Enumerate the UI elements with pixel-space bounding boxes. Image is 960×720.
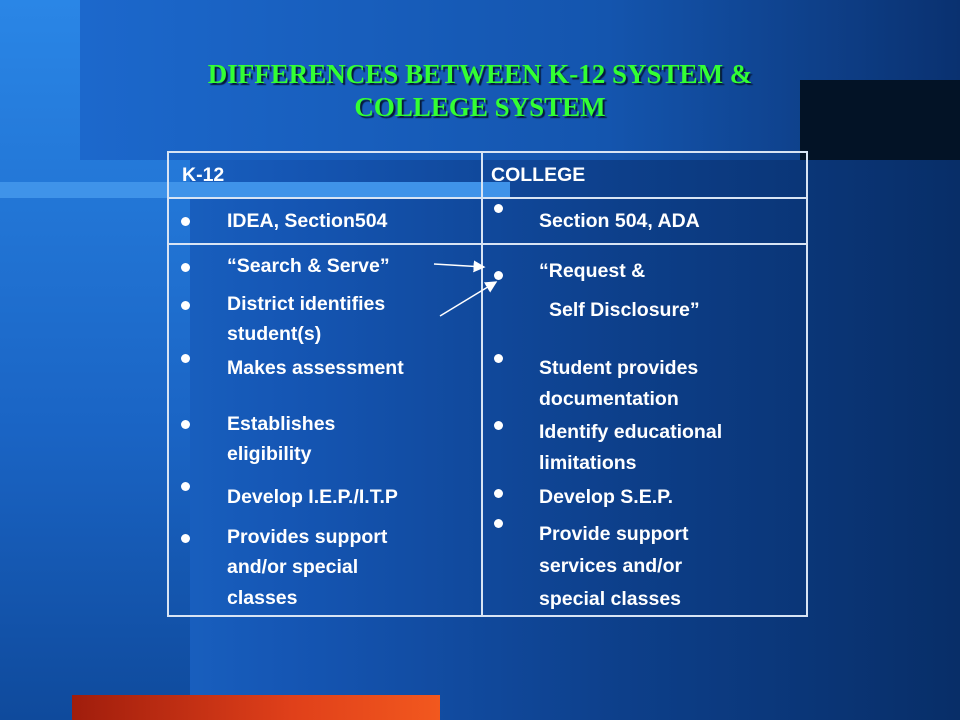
college-item-provide-support-1: Provide support bbox=[539, 523, 689, 545]
k12-item-establishes-2: eligibility bbox=[227, 443, 312, 465]
k12-item-district-identifies-1: District identifies bbox=[227, 293, 386, 315]
college-item-provide-support-3: special classes bbox=[539, 588, 682, 610]
college-item-develop-sep: Develop S.E.P. bbox=[539, 486, 674, 508]
college-item-identify-2: limitations bbox=[539, 452, 637, 474]
k12-item-provides-support-1: Provides support bbox=[227, 526, 388, 548]
k12-item-develop-iep: Develop I.E.P./I.T.P bbox=[227, 486, 398, 508]
k12-item-makes-assessment: Makes assessment bbox=[227, 357, 404, 379]
k12-item-search-serve: “Search & Serve” bbox=[227, 255, 390, 277]
arrow-identifies-to-request bbox=[440, 282, 496, 316]
college-item-identify-1: Identify educational bbox=[539, 421, 723, 443]
college-item-student-provides-2: documentation bbox=[539, 388, 679, 410]
title-line-1: DIFFERENCES BETWEEN K-12 SYSTEM & bbox=[207, 59, 753, 89]
header-college: COLLEGE bbox=[491, 164, 586, 186]
college-item-request-1: “Request & bbox=[539, 260, 646, 282]
college-item-provide-support-2: services and/or bbox=[539, 555, 683, 577]
k12-item-provides-support-3: classes bbox=[227, 587, 298, 609]
title-line-2: COLLEGE SYSTEM bbox=[354, 92, 606, 122]
college-item-student-provides-1: Student provides bbox=[539, 357, 699, 379]
row1-k12: IDEA, Section504 bbox=[227, 210, 388, 232]
k12-item-district-identifies-2: student(s) bbox=[227, 323, 322, 345]
k12-item-provides-support-2: and/or special bbox=[227, 556, 359, 578]
header-k12: K-12 bbox=[182, 164, 225, 186]
k12-item-establishes-1: Establishes bbox=[227, 413, 336, 435]
college-item-request-2: Self Disclosure” bbox=[549, 299, 700, 321]
row1-college: Section 504, ADA bbox=[539, 210, 700, 232]
arrow-search-to-request bbox=[434, 264, 484, 267]
